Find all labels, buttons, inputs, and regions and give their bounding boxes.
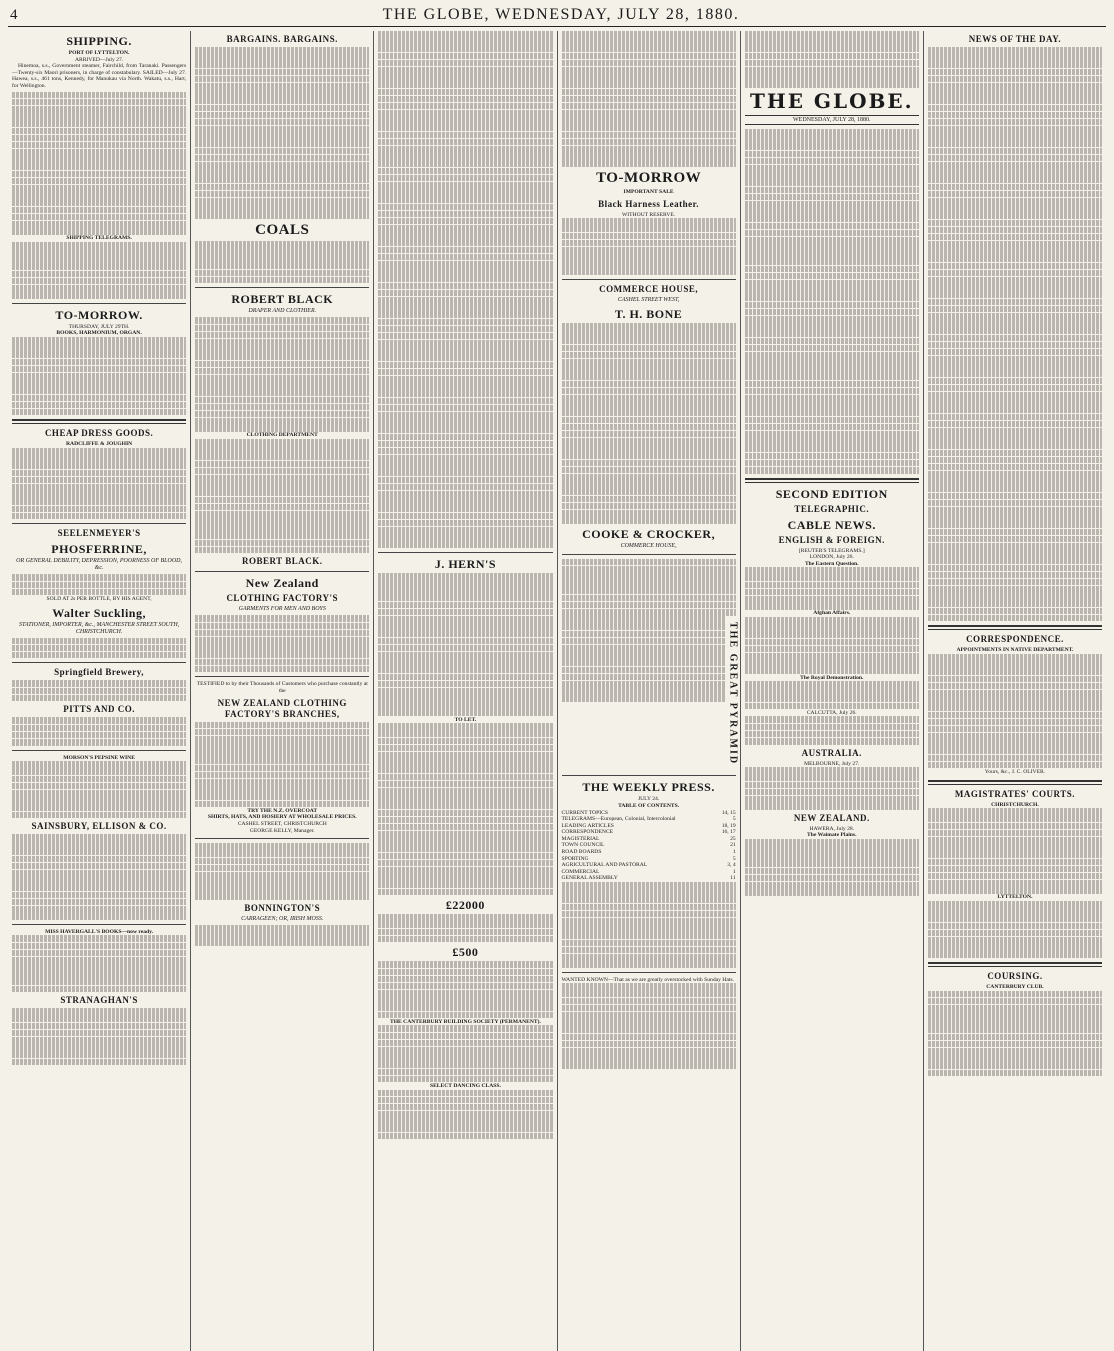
masthead-title: THE GLOBE, WEDNESDAY, JULY 28, 1880.	[382, 6, 740, 23]
tomorrow-date: THURSDAY, JULY 29TH.	[68, 323, 130, 330]
hern-heading: J. HERN'S	[434, 556, 497, 571]
cashel-line: CASHEL STREET, CHRISTCHURCH	[237, 820, 327, 827]
robert-black-2: ROBERT BLACK.	[241, 556, 323, 567]
toc-list	[562, 810, 736, 883]
paper-title: THE GLOBE.	[749, 88, 914, 113]
signature-line: Yours, &c., J. C. OLIVER.	[984, 769, 1046, 775]
column-4	[558, 31, 741, 1351]
column-3	[374, 31, 557, 1351]
masthead	[8, 6, 1106, 27]
shipping-body: Hinemoa, s.s., Government steamer, Fairchild, from Taranaki. Passengers—Twenty-six Maori prisoners, in charge of constabulary. SAILED—July 27. Hawea, s.s., 461 tons, Kennedy, for Manukau via North. Wakatu, s.s., Hart, for Wellington.	[12, 63, 187, 89]
seelenmeyer-heading: SEELENMEYER'S	[57, 528, 141, 539]
suckling-heading: Walter Suckling,	[52, 605, 146, 620]
overcoat-line: TRY THE N.Z. OVERCOAT	[247, 807, 318, 814]
australia-heading: AUSTRALIA.	[801, 747, 862, 758]
springfield-heading: Springfield Brewery,	[54, 667, 144, 678]
english-foreign-heading: ENGLISH & FOREIGN.	[778, 534, 885, 545]
columns	[8, 31, 1106, 1351]
toc-row: LEADING ARTICLES 18, 19	[561, 822, 736, 829]
eastern-question: The Eastern Question.	[804, 560, 859, 567]
hawera-dateline: HAWERA, July 28.	[809, 825, 855, 832]
bonnington-heading: BONNINGTON'S	[244, 903, 321, 914]
nz-branches-heading: NEW ZEALAND CLOTHING FACTORY'S BRANCHES,	[217, 697, 347, 719]
cooke-heading: COOKE & CROCKER,	[582, 526, 716, 541]
telegraphic-heading: TELEGRAPHIC.	[794, 503, 870, 514]
sainsbury-heading: SAINSBURY, ELLISON & CO.	[31, 821, 167, 832]
column-5	[741, 31, 924, 1351]
calcutta-dateline: CALCUTTA, July 26.	[806, 709, 857, 716]
coals-heading: COALS	[255, 221, 310, 238]
havergall-line: MISS HAVERGALL'S BOOKS—now ready.	[45, 928, 154, 935]
without-reserve: WITHOUT RESERVE.	[621, 211, 676, 218]
shipping-article	[12, 63, 186, 235]
tomorrow-heading: TO-MORROW.	[55, 307, 143, 322]
stranaghan-heading: STRANAGHAN'S	[60, 995, 138, 1006]
building-society-heading: THE CANTERBURY BUILDING SOCIETY (PERMANENT).	[389, 1018, 541, 1025]
royal-demonstration: The Royal Demonstration.	[800, 674, 864, 681]
page-number: 4	[10, 7, 18, 23]
carrageen-sub: CARRAGEEN; OR, IRISH MOSS.	[241, 916, 324, 923]
weekly-date: JULY 24.	[637, 796, 660, 803]
books-line: BOOKS, HARMONIUM, ORGAN.	[56, 330, 142, 337]
toc-row: TOWN COUNCIL 21	[561, 842, 736, 849]
cooke-sub: COMMERCE HOUSE,	[620, 542, 677, 549]
coursing-heading: COURSING.	[987, 970, 1043, 981]
toc-row: MAGISTERIAL 25	[561, 835, 736, 842]
news-of-the-day-heading: NEWS OF THE DAY.	[968, 34, 1062, 44]
lyttelton-sub: LYTTELTON.	[997, 894, 1033, 901]
money-heading-2: £500	[452, 945, 479, 960]
tomorrow-heading-2: TO-MORROW	[596, 169, 702, 186]
great-pyramid-vertical: THE GREAT PYRAMID	[727, 622, 739, 766]
money-heading: £22000	[445, 898, 485, 913]
magistrates-heading: MAGISTRATES' COURTS.	[954, 788, 1075, 799]
manager-line: GEORGE KELLY, Manager.	[249, 827, 315, 834]
toc-heading: TABLE OF CONTENTS.	[618, 802, 680, 809]
column-6	[924, 31, 1106, 1351]
pitts-heading: PITTS AND CO.	[63, 704, 135, 715]
christchurch-sub: CHRISTCHURCH.	[991, 801, 1039, 808]
shipping-telegrams-heading: SHIPPING TELEGRAMS.	[66, 235, 132, 242]
clothing-dept-heading: CLOTHING DEPARTMENT	[246, 432, 318, 439]
sold-line: SOLD AT 2s PER BOTTLE, BY HIS AGENT,	[46, 595, 152, 602]
th-bone-heading: T. H. BONE	[614, 307, 683, 322]
testified-line: TESTIFIED to by their Thousands of Customers who purchase constantly at the	[196, 681, 368, 694]
robert-black-sub: DRAPER AND CLOTHIER.	[248, 308, 317, 315]
melbourne-dateline: MELBOURNE, July 27.	[804, 760, 860, 767]
reuter-line: [REUTER'S TELEGRAMS.]	[798, 547, 865, 554]
shirts-line: SHIRTS, HATS, AND HOSIERY AT WHOLESALE PRICES.	[207, 814, 357, 821]
phosferrine-sub: OR GENERAL DEBILITY, DEPRESSION, POORNESS OF BLOOD, &c.	[16, 558, 182, 572]
second-edition-heading: SECOND EDITION	[775, 486, 888, 501]
toc-row: AGRICULTURAL AND PASTORAL 3, 4	[561, 862, 736, 869]
robert-black-heading: ROBERT BLACK	[231, 292, 334, 307]
london-dateline: LONDON, July 26.	[809, 554, 854, 561]
cable-news-heading: CABLE NEWS.	[787, 517, 876, 532]
radcliffe-heading: RADCLIFFE & JOUGHIN	[65, 441, 133, 448]
toc-row: CURRENT TOPICS 14, 15	[561, 809, 736, 816]
bargains-heading: BARGAINS. BARGAINS.	[226, 34, 338, 44]
cheap-dress-heading: CHEAP DRESS GOODS.	[44, 428, 154, 439]
nz-clothing-heading-2: CLOTHING FACTORY'S	[226, 593, 339, 604]
nz-clothing-sub: GARMENTS FOR MEN AND BOYS	[238, 606, 326, 613]
toc-row: COMMERCIAL 1	[561, 868, 736, 875]
toc-row: TELEGRAMS—European, Colonial, Intercolonial 5	[561, 816, 736, 823]
tolet-heading: TO LET.	[454, 716, 477, 723]
column-2	[191, 31, 374, 1351]
toc-row: SPORTING 5	[561, 855, 736, 862]
weekly-press-heading: THE WEEKLY PRESS.	[582, 780, 715, 795]
suckling-sub: STATIONER, IMPORTER, &c., MANCHESTER STREET SOUTH, CHRISTCHURCH.	[18, 621, 180, 635]
toc-row: GENERAL ASSEMBLY 11	[561, 875, 736, 882]
morsons-heading: MORSON'S PEPSINE WINE	[63, 754, 135, 761]
toc-row: ROAD BOARDS 1	[561, 849, 736, 856]
wanted-known: WANTED KNOWN—That as we are greatly overstocked with Sunday Hats.	[561, 976, 734, 983]
toc-row: CORRESPONDENCE 16, 17	[561, 829, 736, 836]
paper-dateline: WEDNESDAY, JULY 28, 1880.	[745, 115, 919, 126]
leather-heading: Black Harness Leather.	[598, 198, 700, 209]
waimate-heading: The Waimate Plains.	[807, 832, 857, 839]
commerce-heading: COMMERCE HOUSE,	[599, 284, 699, 295]
commerce-sub: CASHEL STREET WEST,	[617, 297, 680, 304]
correspondence-sub: APPOINTMENTS IN NATIVE DEPARTMENT.	[956, 647, 1074, 654]
afghan-affairs: Afghan Affairs.	[813, 610, 851, 617]
dancing-class-heading: SELECT DANCING CLASS.	[429, 1082, 501, 1089]
nz-clothing-heading: New Zealand	[245, 576, 319, 591]
column-1	[8, 31, 191, 1351]
important-sale: IMPORTANT SALE	[623, 188, 674, 195]
arrived-line: ARRIVED—July 27.	[75, 56, 124, 63]
phosferrine-heading: PHOSFERRINE,	[51, 542, 147, 557]
port-heading: PORT OF LYTTELTON.	[68, 50, 130, 56]
new-zealand-heading: NEW ZEALAND.	[793, 812, 870, 823]
correspondence-heading: CORRESPONDENCE.	[966, 634, 1064, 645]
shipping-heading: SHIPPING.	[66, 34, 132, 48]
canterbury-club-sub: CANTERBURY CLUB.	[986, 983, 1044, 990]
